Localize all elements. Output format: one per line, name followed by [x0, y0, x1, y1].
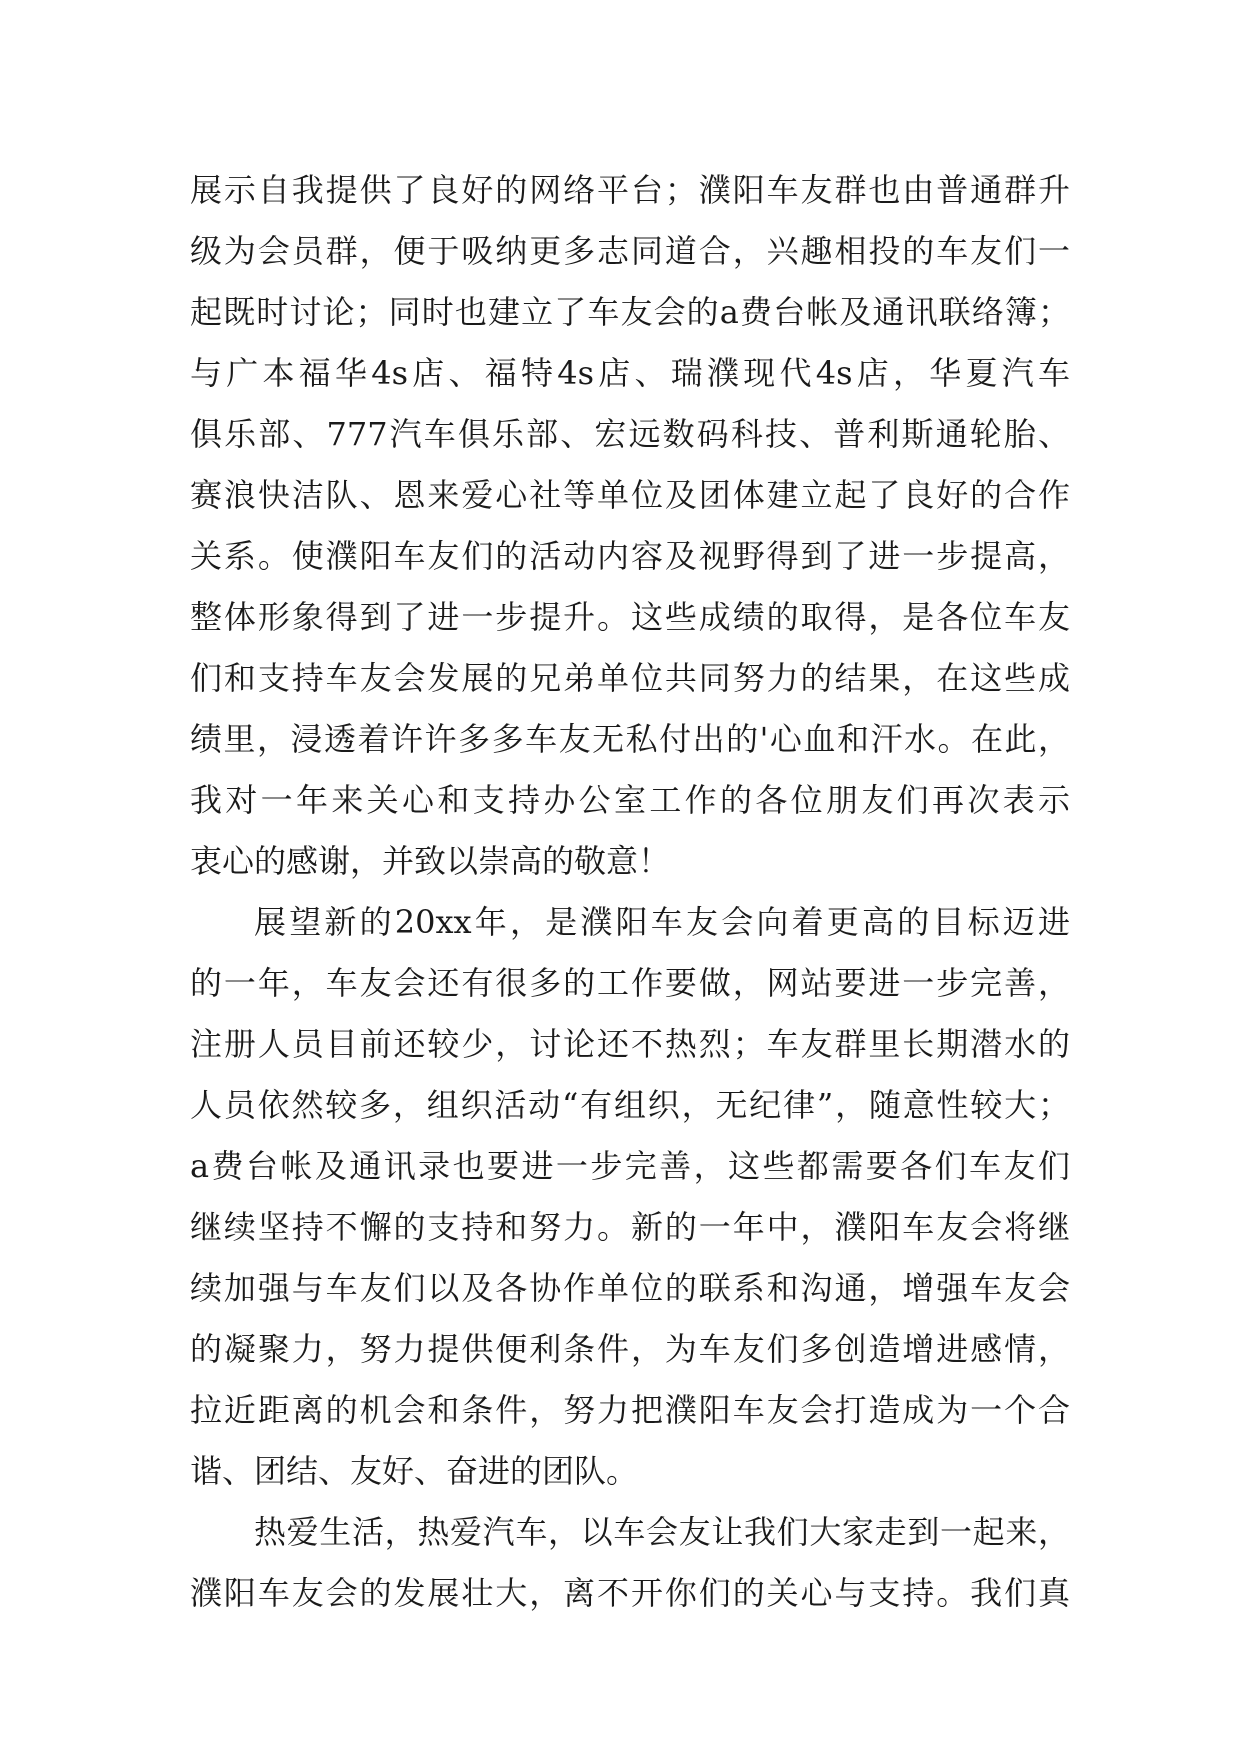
text-line: 俱乐部、777汽车俱乐部、宏远数码科技、普利斯通轮胎、 [190, 415, 1070, 453]
paragraph-start-line: 展望新的20xx年，是濮阳车友会向着更高的目标迈进 [254, 903, 1070, 941]
paragraph-end-line: 谐、团结、友好、奋进的团队。 [190, 1452, 639, 1490]
paragraph-end-line: 衷心的感谢，并致以崇高的敬意！ [190, 842, 671, 880]
text-line: 关系。使濮阳车友们的活动内容及视野得到了进一步提高， [190, 537, 1070, 575]
text-line: 拉近距离的机会和条件，努力把濮阳车友会打造成为一个合 [190, 1391, 1070, 1429]
paragraph-start-line: 热爱生活，热爱汽车，以车会友让我们大家走到一起来， [254, 1513, 1070, 1551]
text-line: 起既时讨论；同时也建立了车友会的a费台帐及通讯联络簿； [190, 293, 1070, 331]
text-line: 的一年，车友会还有很多的工作要做，网站要进一步完善， [190, 964, 1070, 1002]
document-body [190, 160, 1070, 1624]
text-line: 级为会员群，便于吸纳更多志同道合，兴趣相投的车友们一 [190, 232, 1070, 270]
text-line: a费台帐及通讯录也要进一步完善，这些都需要各们车友们 [190, 1147, 1070, 1185]
text-line: 濮阳车友会的发展壮大，离不开你们的关心与支持。我们真 [190, 1574, 1070, 1612]
text-line: 我对一年来关心和支持办公室工作的各位朋友们再次表示 [190, 781, 1070, 819]
text-line: 注册人员目前还较少，讨论还不热烈；车友群里长期潜水的 [190, 1025, 1070, 1063]
text-line: 与广本福华4s店、福特4s店、瑞濮现代4s店，华夏汽车 [190, 354, 1070, 392]
text-line: 的凝聚力，努力提供便利条件，为车友们多创造增进感情， [190, 1330, 1070, 1368]
text-line: 继续坚持不懈的支持和努力。新的一年中，濮阳车友会将继 [190, 1208, 1070, 1246]
text-line: 赛浪快洁队、恩来爱心社等单位及团体建立起了良好的合作 [190, 476, 1070, 514]
text-line: 整体形象得到了进一步提升。这些成绩的取得，是各位车友 [190, 598, 1070, 636]
text-line: 绩里，浸透着许许多多车友无私付出的'心血和汗水。在此， [190, 720, 1070, 758]
text-line: 续加强与车友们以及各协作单位的联系和沟通，增强车友会 [190, 1269, 1070, 1307]
text-line: 人员依然较多，组织活动“有组织，无纪律”，随意性较大； [190, 1086, 1070, 1124]
text-line: 展示自我提供了良好的网络平台；濮阳车友群也由普通群升 [190, 171, 1070, 209]
text-line: 们和支持车友会发展的兄弟单位共同努力的结果，在这些成 [190, 659, 1070, 697]
